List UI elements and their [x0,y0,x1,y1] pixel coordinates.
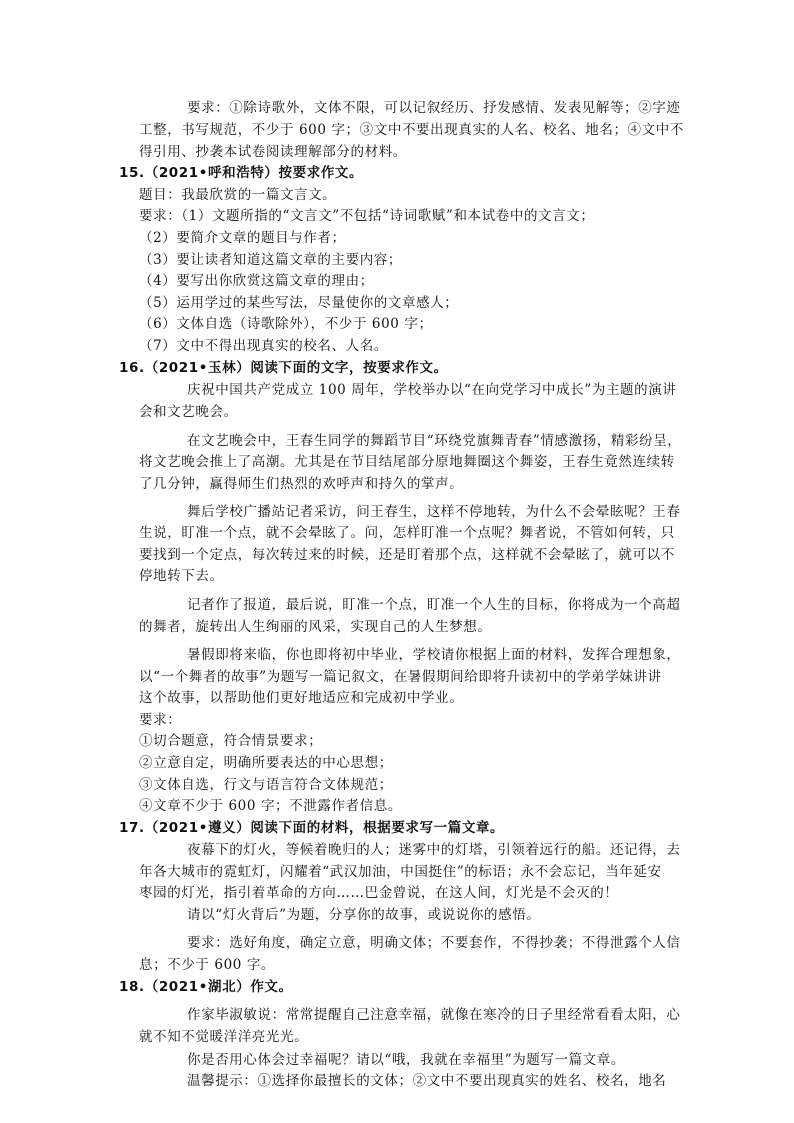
q16-requirement-item: ③文体自选，行文与语言符合文体规范； [139,777,393,793]
q16-paragraph-line: 暑假即将来临，你也即将初中毕业，学校请你根据上面的材料，发挥合理想象， [187,647,681,663]
q16-paragraph-line: 记者作了报道，最后说，盯准一个点，盯准一个人生的目标，你将成为一个高超 [187,597,681,613]
q18-paragraph-line: 你是否用心体会过幸福呢？请以“哦，我就在幸福里”为题写一篇文章。 [187,1052,626,1068]
q17-paragraph-line: 枣园的灯光，指引着革命的方向……巴金曾说，在这人间，灯光是不会灭的！ [139,885,619,901]
q16-paragraph-line: 生说，盯准一个点，就不会晕眩了。问，怎样盯准一个点呢？舞者说，不管如何转，只 [139,525,675,541]
q16-paragraph-line: 以“一个舞者的故事”为题写一篇记叙文，在暑假期间给即将升读初中的学弟学妹讲讲 [139,669,662,685]
q16-paragraph-line: 舞后学校广播站记者采访，问王春生，这样不停地转，为什么不会晕眩呢？王春 [187,504,681,520]
top-requirement-line-1: 要求：①除诗歌外，文体不限，可以记叙经历、抒发感情、发表见解等；②字迹 [187,100,681,116]
q16-heading: 16.（2021•玉林）阅读下面的文字，按要求作文。 [119,360,448,376]
q16-paragraph-line: 停地转下去。 [139,568,224,584]
q17-paragraph-line: 请以“灯火背后”为题，分享你的故事，或说说你的感悟。 [187,907,541,923]
q18-heading: 18.（2021•湖北）作文。 [119,979,293,995]
q16-paragraph-line: 的舞者，旋转出人生绚丽的风采，实现自己的人生梦想。 [139,619,492,635]
q15-item: （5）运用学过的某些写法，尽量使你的文章感人； [139,295,459,311]
q17-paragraph-line: 年各大城市的霓虹灯，闪耀着“武汉加油，中国挺住”的标语；永不会忘记，当年延安 [139,864,662,880]
q15-requirement-intro: 要求：（1）文题所指的“文言文”不包括“诗词歌赋”和本试卷中的文言文； [139,208,595,224]
q16-paragraph-line: 会和文艺晚会。 [139,404,238,420]
q16-paragraph-line: 要找到一个定点，每次转过来的时候，还是盯着那个点，这样就不会晕眩了，就可以不 [139,547,675,563]
q15-item: （6）文体自选（诗歌除外），不少于 600 字； [139,316,433,332]
q15-title: 题目：我最欣赏的一篇文言文。 [139,187,337,203]
top-requirement-line-3: 得引用、抄袭本试卷阅读理解部分的材料。 [139,144,407,160]
q15-item: （4）要写出你欣赏这篇文章的理由； [139,273,374,289]
q18-paragraph-line: 就不知不觉暖洋洋亮光光。 [139,1029,309,1045]
q16-paragraph-line: 庆祝中国共产党成立 100 周年，学校举办以“在向党学习中成长”为主题的演讲 [187,382,677,398]
q17-requirement-line: 要求：选好角度，确定立意，明确文体；不要套作，不得抄袭；不得泄露个人信 [187,935,681,951]
q17-requirement-line: 息；不少于 600 字。 [139,957,276,973]
q16-requirement-label: 要求： [139,712,182,728]
q16-paragraph-line: 在文艺晚会中，王春生同学的舞蹈节目“环绕党旗舞青春”情感激扬，精彩纷呈， [187,433,682,449]
q15-item: （3）要让读者知道这篇文章的主要内容； [139,252,402,268]
q16-requirement-item: ②立意自定，明确所要表达的中心思想； [139,755,393,771]
q16-requirement-item: ①切合题意，符合情景要求； [139,733,323,749]
top-requirement-line-2: 工整，书写规范，不少于 600 字；③文中不要出现真实的人名、校名、地名；④文中不 [139,122,684,138]
q16-paragraph-line: 将文艺晚会推上了高潮。尤其是在节目结尾部分原地舞圈这个舞姿，王春生竟然连续转 [139,454,675,470]
q15-item: （7）文中不得出现真实的校名、人名。 [139,338,388,354]
q16-requirement-item: ④文章不少于 600 字；不泄露作者信息。 [139,798,402,814]
q16-paragraph-line: 了几分钟，赢得师生们热烈的欢呼声和持久的掌声。 [139,476,464,492]
q17-paragraph-line: 夜幕下的灯火，等候着晚归的人；迷雾中的灯塔，引领着远行的船。还记得，去 [187,842,681,858]
q15-item: （2）要简介文章的题目与作者； [139,230,346,246]
q17-heading: 17.（2021•遵义）阅读下面的材料，根据要求写一篇文章。 [119,820,505,836]
q18-paragraph-line: 温馨提示：①选择你最擅长的文体；②文中不要出现真实的姓名、校名，地名 [187,1073,667,1089]
q16-paragraph-line: 这个故事，以帮助他们更好地适应和完成初中学业。 [139,690,464,706]
q15-heading: 15.（2021•呼和浩特）按要求作文。 [119,165,364,181]
q18-paragraph-line: 作家毕淑敏说：常常提醒自己注意幸福，就像在寒冷的日子里经常看看太阳，心 [187,1007,681,1023]
